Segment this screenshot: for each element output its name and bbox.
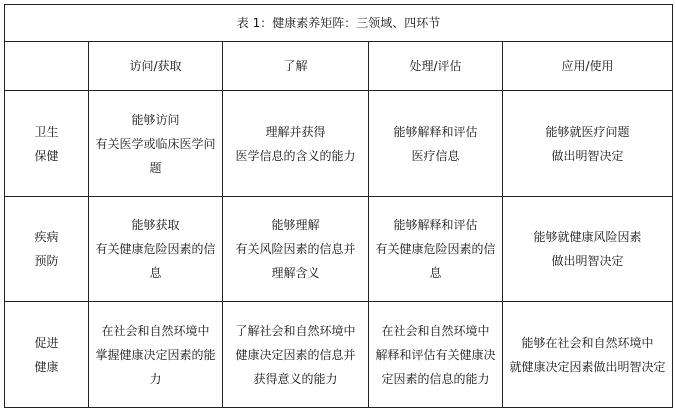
cell-line: 掌握健康决定因素的能 (95, 347, 216, 362)
row-header-healthcare (5, 91, 89, 197)
column-header-row (5, 42, 673, 91)
cell-line: 健康决定因素的信息并 (235, 347, 356, 362)
cell-line: 能够就医疗问题 (545, 124, 630, 139)
row-header-line: 促进 (34, 335, 59, 350)
table-cell (223, 91, 369, 197)
cell-line: 做出明智决定 (551, 148, 624, 163)
cell-line: 有关健康危险因素的信 (95, 242, 216, 257)
cell-line: 能够访问 (131, 112, 180, 127)
table-row-health-promotion (5, 302, 673, 408)
cell-line: 获得意义的能力 (253, 371, 338, 386)
cell-line: 理解并获得 (265, 124, 326, 139)
health-literacy-matrix-table (4, 4, 673, 408)
cell-line: 医疗信息 (411, 148, 460, 163)
column-header-apply: 应用/使用 (503, 42, 673, 91)
table-cell (223, 196, 369, 302)
row-header-line: 疾病 (34, 230, 59, 245)
cell-line: 有关风险因素的信息并 (235, 242, 356, 257)
cell-line: 题 (149, 160, 162, 175)
table-title: 表 1：健康素养矩阵：三领域、四环节 (5, 5, 673, 42)
row-header-line: 卫生 (34, 124, 59, 139)
cell-line: 能够获取 (131, 218, 180, 233)
table-row-healthcare (5, 91, 673, 197)
table-cell (369, 302, 503, 408)
cell-line: 力 (149, 371, 162, 386)
table-cell (503, 302, 673, 408)
table-cell (503, 91, 673, 197)
table-row-disease-prevention (5, 196, 673, 302)
column-header-process: 处理/评估 (369, 42, 503, 91)
row-header-health-promotion (5, 302, 89, 408)
column-header-access: 访问/获取 (89, 42, 223, 91)
table-cell (89, 302, 223, 408)
cell-line: 息 (429, 266, 442, 281)
cell-line: 解释和评估有关健康决 (375, 347, 496, 362)
cell-line: 理解含义 (271, 266, 320, 281)
cell-line: 做出明智决定 (551, 254, 624, 269)
cell-line: 医学信息的含义的能力 (235, 148, 356, 163)
row-header-line: 保健 (34, 148, 59, 163)
cell-line: 能够在社会和自然环境中 (521, 335, 654, 350)
cell-line: 能够解释和评估 (393, 124, 478, 139)
cell-line: 能够解释和评估 (393, 218, 478, 233)
cell-line: 了解社会和自然环境中 (235, 323, 356, 338)
table-cell (89, 196, 223, 302)
cell-line: 能够理解 (271, 218, 320, 233)
table-cell (369, 91, 503, 197)
cell-line: 有关健康危险因素的信 (375, 242, 496, 257)
table-cell (223, 302, 369, 408)
row-header-line: 预防 (34, 254, 59, 269)
table-cell (369, 196, 503, 302)
cell-line: 就健康决定因素做出明智决定 (509, 359, 666, 374)
cell-line: 定因素的信息的能力 (381, 371, 490, 386)
column-header-understand: 了解 (223, 42, 369, 91)
cell-line: 息 (149, 266, 162, 281)
row-header-disease-prevention (5, 196, 89, 302)
cell-line: 有关医学或临床医学问 (95, 136, 216, 151)
corner-cell (5, 42, 89, 91)
table-cell (89, 91, 223, 197)
table-cell (503, 196, 673, 302)
cell-line: 能够就健康风险因素 (533, 230, 642, 245)
row-header-line: 健康 (34, 359, 59, 374)
cell-line: 在社会和自然环境中 (101, 323, 210, 338)
cell-line: 在社会和自然环境中 (381, 323, 490, 338)
